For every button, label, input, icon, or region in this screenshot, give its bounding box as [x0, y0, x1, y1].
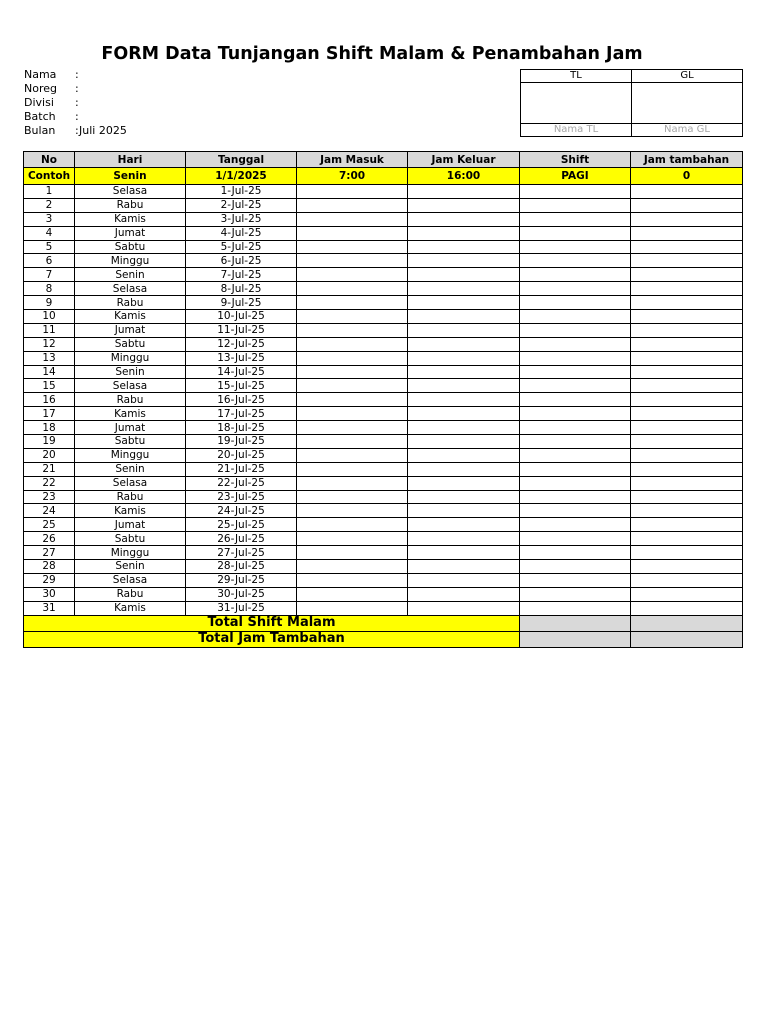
- example-cell: 7:00: [297, 168, 408, 185]
- row-jam-tambahan[interactable]: [631, 240, 743, 254]
- info-label: Divisi: [24, 96, 54, 109]
- row-jam-tambahan[interactable]: [631, 448, 743, 462]
- table-row: [24, 254, 743, 268]
- row-hari: Selasa: [75, 282, 186, 296]
- row-jam-keluar[interactable]: [408, 448, 520, 462]
- row-jam-masuk[interactable]: [297, 379, 408, 393]
- row-tanggal: 2-Jul-25: [186, 198, 297, 212]
- row-jam-masuk[interactable]: [297, 323, 408, 337]
- row-hari: Selasa: [75, 573, 186, 587]
- row-hari: Kamis: [75, 310, 186, 324]
- header-hari: Hari: [75, 152, 186, 168]
- employee-info: [24, 68, 127, 138]
- row-jam-tambahan[interactable]: [631, 601, 743, 615]
- row-jam-tambahan[interactable]: [631, 198, 743, 212]
- row-tanggal: 1-Jul-25: [186, 185, 297, 199]
- row-hari: Senin: [75, 560, 186, 574]
- row-jam-keluar[interactable]: [408, 393, 520, 407]
- row-no: 26: [24, 532, 75, 546]
- row-hari: Minggu: [75, 254, 186, 268]
- row-jam-masuk[interactable]: [297, 296, 408, 310]
- row-jam-keluar[interactable]: [408, 490, 520, 504]
- row-shift[interactable]: [520, 310, 631, 324]
- row-shift[interactable]: [520, 435, 631, 449]
- table-row: [24, 268, 743, 282]
- table-row: [24, 310, 743, 324]
- row-jam-tambahan[interactable]: [631, 573, 743, 587]
- row-jam-masuk[interactable]: [297, 254, 408, 268]
- row-hari: Rabu: [75, 393, 186, 407]
- row-shift[interactable]: [520, 296, 631, 310]
- tl-header: TL: [521, 70, 632, 83]
- row-no: 31: [24, 601, 75, 615]
- row-shift[interactable]: [520, 185, 631, 199]
- total-shift-malam-extra[interactable]: [631, 615, 743, 631]
- row-jam-keluar[interactable]: [408, 504, 520, 518]
- row-jam-masuk[interactable]: [297, 504, 408, 518]
- row-tanggal: 8-Jul-25: [186, 282, 297, 296]
- table-row: [24, 337, 743, 351]
- row-jam-keluar[interactable]: [408, 226, 520, 240]
- info-colon: :: [75, 110, 79, 123]
- table-row: [24, 407, 743, 421]
- row-jam-masuk[interactable]: [297, 518, 408, 532]
- table-row: [24, 587, 743, 601]
- row-tanggal: 6-Jul-25: [186, 254, 297, 268]
- row-jam-keluar[interactable]: [408, 573, 520, 587]
- example-cell: Senin: [75, 168, 186, 185]
- gl-signature[interactable]: [632, 83, 743, 124]
- row-tanggal: 31-Jul-25: [186, 601, 297, 615]
- row-jam-keluar[interactable]: [408, 601, 520, 615]
- row-no: 17: [24, 407, 75, 421]
- row-jam-tambahan[interactable]: [631, 462, 743, 476]
- row-hari: Kamis: [75, 504, 186, 518]
- row-jam-keluar[interactable]: [408, 532, 520, 546]
- header-row: [24, 152, 743, 168]
- row-jam-keluar[interactable]: [408, 212, 520, 226]
- info-colon: :: [75, 68, 79, 81]
- row-hari: Rabu: [75, 490, 186, 504]
- example-cell: 16:00: [408, 168, 520, 185]
- row-jam-keluar[interactable]: [408, 379, 520, 393]
- row-jam-masuk[interactable]: [297, 393, 408, 407]
- row-jam-tambahan[interactable]: [631, 310, 743, 324]
- row-tanggal: 24-Jul-25: [186, 504, 297, 518]
- row-jam-keluar[interactable]: [408, 462, 520, 476]
- row-hari: Senin: [75, 462, 186, 476]
- example-row: [24, 168, 743, 185]
- row-hari: Senin: [75, 365, 186, 379]
- table-row: [24, 393, 743, 407]
- row-tanggal: 21-Jul-25: [186, 462, 297, 476]
- row-jam-keluar[interactable]: [408, 185, 520, 199]
- row-tanggal: 7-Jul-25: [186, 268, 297, 282]
- row-jam-tambahan[interactable]: [631, 296, 743, 310]
- row-hari: Sabtu: [75, 240, 186, 254]
- row-jam-tambahan[interactable]: [631, 532, 743, 546]
- row-tanggal: 23-Jul-25: [186, 490, 297, 504]
- row-jam-keluar[interactable]: [408, 351, 520, 365]
- info-row-bulan[interactable]: [24, 124, 127, 138]
- row-hari: Minggu: [75, 546, 186, 560]
- example-cell: Contoh: [24, 168, 75, 185]
- info-label: Noreg: [24, 82, 57, 95]
- row-jam-keluar[interactable]: [408, 587, 520, 601]
- row-no: 25: [24, 518, 75, 532]
- row-shift[interactable]: [520, 407, 631, 421]
- row-jam-masuk[interactable]: [297, 212, 408, 226]
- row-tanggal: 19-Jul-25: [186, 435, 297, 449]
- example-cell: PAGI: [520, 168, 631, 185]
- row-jam-keluar[interactable]: [408, 365, 520, 379]
- row-shift[interactable]: [520, 448, 631, 462]
- row-hari: Senin: [75, 268, 186, 282]
- row-hari: Minggu: [75, 351, 186, 365]
- tl-name[interactable]: Nama TL: [521, 124, 632, 137]
- row-shift[interactable]: [520, 518, 631, 532]
- row-jam-masuk[interactable]: [297, 407, 408, 421]
- gl-header: GL: [632, 70, 743, 83]
- row-jam-keluar[interactable]: [408, 254, 520, 268]
- row-no: 22: [24, 476, 75, 490]
- header-shift: Shift: [520, 152, 631, 168]
- row-jam-masuk[interactable]: [297, 365, 408, 379]
- row-jam-keluar[interactable]: [408, 240, 520, 254]
- row-tanggal: 16-Jul-25: [186, 393, 297, 407]
- row-no: 1: [24, 185, 75, 199]
- row-shift[interactable]: [520, 268, 631, 282]
- row-no: 13: [24, 351, 75, 365]
- row-tanggal: 18-Jul-25: [186, 421, 297, 435]
- row-jam-masuk[interactable]: [297, 310, 408, 324]
- row-no: 23: [24, 490, 75, 504]
- row-shift[interactable]: [520, 323, 631, 337]
- table-row: [24, 421, 743, 435]
- row-jam-tambahan[interactable]: [631, 226, 743, 240]
- row-jam-keluar[interactable]: [408, 518, 520, 532]
- row-jam-tambahan[interactable]: [631, 323, 743, 337]
- info-label: Bulan: [24, 124, 56, 137]
- row-shift[interactable]: [520, 198, 631, 212]
- row-jam-keluar[interactable]: [408, 546, 520, 560]
- row-jam-tambahan[interactable]: [631, 504, 743, 518]
- row-jam-masuk[interactable]: [297, 240, 408, 254]
- info-colon: :: [75, 96, 79, 109]
- table-row: [24, 476, 743, 490]
- row-no: 11: [24, 323, 75, 337]
- row-no: 6: [24, 254, 75, 268]
- row-jam-masuk[interactable]: [297, 532, 408, 546]
- row-tanggal: 20-Jul-25: [186, 448, 297, 462]
- row-jam-keluar[interactable]: [408, 560, 520, 574]
- row-jam-masuk[interactable]: [297, 421, 408, 435]
- table-row: [24, 212, 743, 226]
- row-jam-tambahan[interactable]: [631, 337, 743, 351]
- table-row: [24, 435, 743, 449]
- row-shift[interactable]: [520, 573, 631, 587]
- row-shift[interactable]: [520, 351, 631, 365]
- row-shift[interactable]: [520, 601, 631, 615]
- total-shift-malam-value[interactable]: [520, 615, 631, 631]
- row-tanggal: 15-Jul-25: [186, 379, 297, 393]
- info-row-noreg[interactable]: [24, 82, 127, 96]
- row-no: 7: [24, 268, 75, 282]
- row-no: 20: [24, 448, 75, 462]
- table-row: [24, 573, 743, 587]
- row-no: 5: [24, 240, 75, 254]
- total-jam-tambahan-value[interactable]: [520, 631, 631, 647]
- table-row: [24, 379, 743, 393]
- row-tanggal: 4-Jul-25: [186, 226, 297, 240]
- row-tanggal: 11-Jul-25: [186, 323, 297, 337]
- row-hari: Sabtu: [75, 532, 186, 546]
- row-jam-keluar[interactable]: [408, 282, 520, 296]
- row-jam-masuk[interactable]: [297, 601, 408, 615]
- info-value: Juli 2025: [79, 124, 127, 137]
- row-tanggal: 9-Jul-25: [186, 296, 297, 310]
- info-label: Batch: [24, 110, 56, 123]
- table-row: [24, 296, 743, 310]
- row-no: 4: [24, 226, 75, 240]
- approval-box: [520, 69, 743, 137]
- row-no: 8: [24, 282, 75, 296]
- row-hari: Kamis: [75, 212, 186, 226]
- row-hari: Selasa: [75, 476, 186, 490]
- row-no: 29: [24, 573, 75, 587]
- row-jam-tambahan[interactable]: [631, 518, 743, 532]
- row-jam-masuk[interactable]: [297, 268, 408, 282]
- row-shift[interactable]: [520, 240, 631, 254]
- header-jam-tambahan: Jam tambahan: [631, 152, 743, 168]
- row-hari: Sabtu: [75, 337, 186, 351]
- row-shift[interactable]: [520, 504, 631, 518]
- row-tanggal: 26-Jul-25: [186, 532, 297, 546]
- header-no: No: [24, 152, 75, 168]
- row-tanggal: 3-Jul-25: [186, 212, 297, 226]
- row-jam-tambahan[interactable]: [631, 365, 743, 379]
- row-hari: Jumat: [75, 226, 186, 240]
- row-shift[interactable]: [520, 365, 631, 379]
- table-row: [24, 448, 743, 462]
- row-tanggal: 29-Jul-25: [186, 573, 297, 587]
- table-row: [24, 365, 743, 379]
- row-hari: Selasa: [75, 185, 186, 199]
- row-jam-tambahan[interactable]: [631, 421, 743, 435]
- row-jam-tambahan[interactable]: [631, 185, 743, 199]
- row-hari: Rabu: [75, 198, 186, 212]
- row-tanggal: 12-Jul-25: [186, 337, 297, 351]
- row-jam-keluar[interactable]: [408, 198, 520, 212]
- row-no: 14: [24, 365, 75, 379]
- row-no: 18: [24, 421, 75, 435]
- row-no: 15: [24, 379, 75, 393]
- table-row: [24, 185, 743, 199]
- row-shift[interactable]: [520, 532, 631, 546]
- info-row-batch[interactable]: [24, 110, 127, 124]
- row-shift[interactable]: [520, 462, 631, 476]
- table-row: [24, 323, 743, 337]
- table-row: [24, 462, 743, 476]
- row-tanggal: 25-Jul-25: [186, 518, 297, 532]
- row-jam-tambahan[interactable]: [631, 546, 743, 560]
- row-jam-tambahan[interactable]: [631, 282, 743, 296]
- row-jam-keluar[interactable]: [408, 337, 520, 351]
- row-jam-masuk[interactable]: [297, 462, 408, 476]
- row-tanggal: 30-Jul-25: [186, 587, 297, 601]
- row-shift[interactable]: [520, 476, 631, 490]
- row-jam-tambahan[interactable]: [631, 560, 743, 574]
- row-hari: Minggu: [75, 448, 186, 462]
- row-shift[interactable]: [520, 490, 631, 504]
- row-shift[interactable]: [520, 587, 631, 601]
- row-tanggal: 17-Jul-25: [186, 407, 297, 421]
- row-no: 30: [24, 587, 75, 601]
- table-row: [24, 351, 743, 365]
- row-jam-masuk[interactable]: [297, 587, 408, 601]
- example-cell: 1/1/2025: [186, 168, 297, 185]
- row-hari: Rabu: [75, 296, 186, 310]
- row-jam-masuk[interactable]: [297, 226, 408, 240]
- row-jam-masuk[interactable]: [297, 185, 408, 199]
- row-jam-masuk[interactable]: [297, 546, 408, 560]
- row-shift[interactable]: [520, 254, 631, 268]
- row-jam-tambahan[interactable]: [631, 393, 743, 407]
- gl-name[interactable]: Nama GL: [632, 124, 743, 137]
- row-jam-masuk[interactable]: [297, 282, 408, 296]
- row-jam-masuk[interactable]: [297, 448, 408, 462]
- row-jam-keluar[interactable]: [408, 421, 520, 435]
- row-tanggal: 10-Jul-25: [186, 310, 297, 324]
- row-tanggal: 5-Jul-25: [186, 240, 297, 254]
- row-hari: Jumat: [75, 421, 186, 435]
- table-row: [24, 546, 743, 560]
- info-colon: :: [75, 82, 79, 95]
- header-tanggal: Tanggal: [186, 152, 297, 168]
- row-jam-keluar[interactable]: [408, 296, 520, 310]
- row-no: 24: [24, 504, 75, 518]
- total-jam-tambahan-label: Total Jam Tambahan: [24, 631, 520, 647]
- row-jam-tambahan[interactable]: [631, 435, 743, 449]
- row-no: 28: [24, 560, 75, 574]
- row-jam-masuk[interactable]: [297, 435, 408, 449]
- row-hari: Jumat: [75, 518, 186, 532]
- total-shift-malam-label: Total Shift Malam: [24, 615, 520, 631]
- row-tanggal: 14-Jul-25: [186, 365, 297, 379]
- total-shift-malam-row: [24, 615, 743, 631]
- row-jam-keluar[interactable]: [408, 476, 520, 490]
- table-row: [24, 282, 743, 296]
- row-jam-tambahan[interactable]: [631, 476, 743, 490]
- row-jam-keluar[interactable]: [408, 268, 520, 282]
- row-jam-masuk[interactable]: [297, 198, 408, 212]
- row-hari: Kamis: [75, 407, 186, 421]
- row-jam-keluar[interactable]: [408, 323, 520, 337]
- info-row-divisi[interactable]: [24, 96, 127, 110]
- row-no: 9: [24, 296, 75, 310]
- example-cell: 0: [631, 168, 743, 185]
- row-jam-tambahan[interactable]: [631, 212, 743, 226]
- row-hari: Jumat: [75, 323, 186, 337]
- header-jam-masuk: Jam Masuk: [297, 152, 408, 168]
- shift-table: [23, 151, 743, 648]
- row-no: 10: [24, 310, 75, 324]
- row-jam-tambahan[interactable]: [631, 351, 743, 365]
- row-shift[interactable]: [520, 546, 631, 560]
- row-shift[interactable]: [520, 421, 631, 435]
- row-hari: Kamis: [75, 601, 186, 615]
- row-shift[interactable]: [520, 226, 631, 240]
- row-tanggal: 22-Jul-25: [186, 476, 297, 490]
- row-jam-tambahan[interactable]: [631, 379, 743, 393]
- row-shift[interactable]: [520, 337, 631, 351]
- table-row: [24, 532, 743, 546]
- row-hari: Selasa: [75, 379, 186, 393]
- row-no: 19: [24, 435, 75, 449]
- header-jam-keluar: Jam Keluar: [408, 152, 520, 168]
- row-shift[interactable]: [520, 282, 631, 296]
- row-jam-tambahan[interactable]: [631, 490, 743, 504]
- row-jam-tambahan[interactable]: [631, 254, 743, 268]
- row-jam-keluar[interactable]: [408, 407, 520, 421]
- row-shift[interactable]: [520, 379, 631, 393]
- form-title: FORM Data Tunjangan Shift Malam & Penambahan Jam: [101, 44, 643, 64]
- table-row: [24, 240, 743, 254]
- row-shift[interactable]: [520, 393, 631, 407]
- info-colon: :: [75, 124, 79, 137]
- row-shift[interactable]: [520, 560, 631, 574]
- table-row: [24, 490, 743, 504]
- row-no: 27: [24, 546, 75, 560]
- row-jam-masuk[interactable]: [297, 476, 408, 490]
- row-no: 2: [24, 198, 75, 212]
- row-no: 12: [24, 337, 75, 351]
- row-jam-tambahan[interactable]: [631, 268, 743, 282]
- row-tanggal: 13-Jul-25: [186, 351, 297, 365]
- table-row: [24, 518, 743, 532]
- row-jam-tambahan[interactable]: [631, 407, 743, 421]
- info-label: Nama: [24, 68, 57, 81]
- row-jam-masuk[interactable]: [297, 351, 408, 365]
- row-jam-keluar[interactable]: [408, 310, 520, 324]
- row-no: 3: [24, 212, 75, 226]
- row-jam-masuk[interactable]: [297, 573, 408, 587]
- table-row: [24, 198, 743, 212]
- total-jam-tambahan-extra[interactable]: [631, 631, 743, 647]
- tl-signature[interactable]: [521, 83, 632, 124]
- row-jam-masuk[interactable]: [297, 490, 408, 504]
- row-hari: Sabtu: [75, 435, 186, 449]
- row-jam-tambahan[interactable]: [631, 587, 743, 601]
- total-jam-tambahan-row: [24, 631, 743, 647]
- row-tanggal: 28-Jul-25: [186, 560, 297, 574]
- row-tanggal: 27-Jul-25: [186, 546, 297, 560]
- row-no: 21: [24, 462, 75, 476]
- table-row: [24, 601, 743, 615]
- table-row: [24, 504, 743, 518]
- row-no: 16: [24, 393, 75, 407]
- row-jam-masuk[interactable]: [297, 560, 408, 574]
- row-hari: Rabu: [75, 587, 186, 601]
- info-row-nama[interactable]: [24, 68, 127, 82]
- table-row: [24, 560, 743, 574]
- row-jam-keluar[interactable]: [408, 435, 520, 449]
- table-row: [24, 226, 743, 240]
- row-shift[interactable]: [520, 212, 631, 226]
- row-jam-masuk[interactable]: [297, 337, 408, 351]
